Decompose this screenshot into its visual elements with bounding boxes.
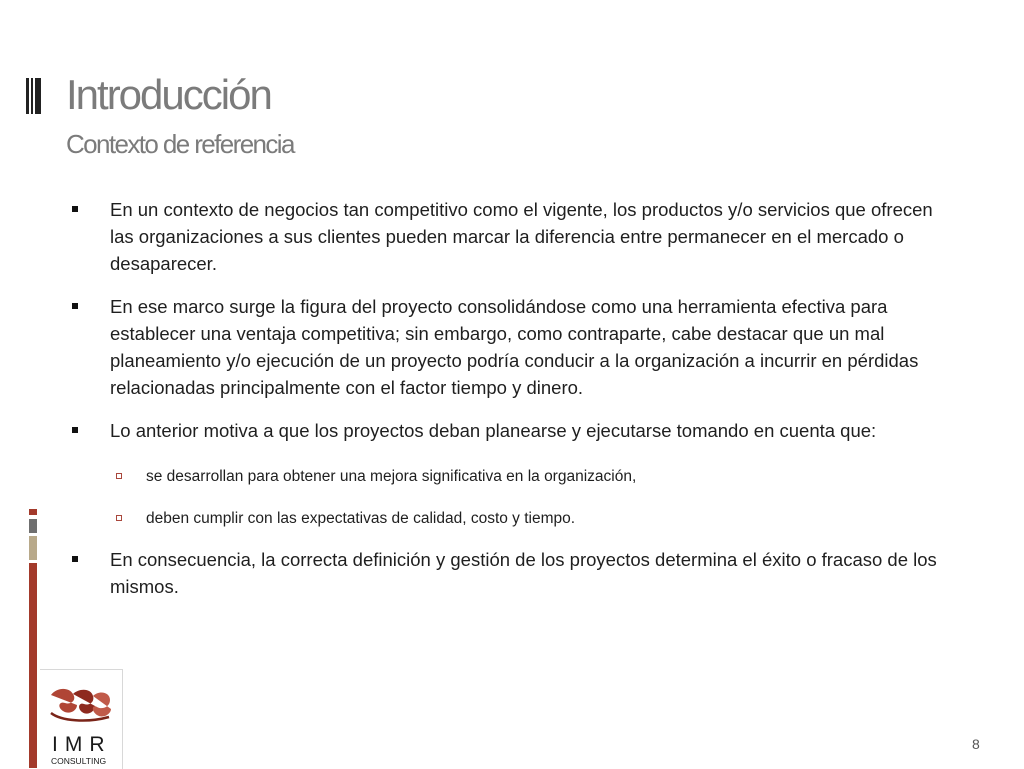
bullet-text: Lo anterior motiva a que los proyectos deban planearse y ejecutarse tomando en cuenta que: (110, 420, 877, 441)
slide-content (70, 196, 960, 616)
hollow-square-bullet-icon (116, 515, 122, 521)
square-bullet-icon (72, 206, 78, 212)
sub-bullet-text: se desarrollan para obtener una mejora significativa en la organización, (146, 468, 637, 485)
bullet-item (70, 293, 960, 401)
slide-title: Introducción (66, 71, 271, 118)
side-accent-line (29, 563, 37, 768)
company-logo (40, 669, 123, 769)
hollow-square-bullet-icon (116, 473, 122, 479)
bullet-text: En ese marco surge la figura del proyecto consolidándose como una herramienta efectiva para establecer una ventaja competitiva; sin embargo, como contraparte, cabe destacar que un mal planeamiento y/o ejecución de un proyecto podría conducir a la organización a incurrir en pérdidas relacionadas principalmente con el factor tiempo y dinero. (110, 296, 919, 398)
bullet-item (70, 546, 960, 600)
bullet-item (70, 196, 960, 277)
title-bars-icon (26, 78, 42, 114)
side-accent-blocks (29, 509, 37, 560)
square-bullet-icon (72, 427, 78, 433)
bullet-text: En un contexto de negocios tan competitivo como el vigente, los productos y/o servicios que ofrecen las organizaciones a sus clientes pueden marcar la diferencia entre permanecer en el mercado o desaparecer. (110, 199, 933, 274)
slide-subtitle: Contexto de referencia (66, 129, 294, 159)
sub-bullet-text: deben cumplir con las expectativas de calidad, costo y tiempo. (146, 510, 576, 527)
sub-bullet-item (70, 508, 960, 530)
square-bullet-icon (72, 556, 78, 562)
bullet-text: En consecuencia, la correcta definición y gestión de los proyectos determina el éxito o fracaso de los mismos. (110, 549, 937, 597)
logo-tagline: CONSULTING (51, 756, 107, 766)
logo-mark-icon (47, 685, 115, 725)
square-bullet-icon (72, 303, 78, 309)
logo-letters: IMR (52, 733, 112, 756)
sub-bullet-item (70, 466, 960, 488)
page-number: 8 (972, 736, 980, 752)
bullet-item (70, 417, 960, 444)
